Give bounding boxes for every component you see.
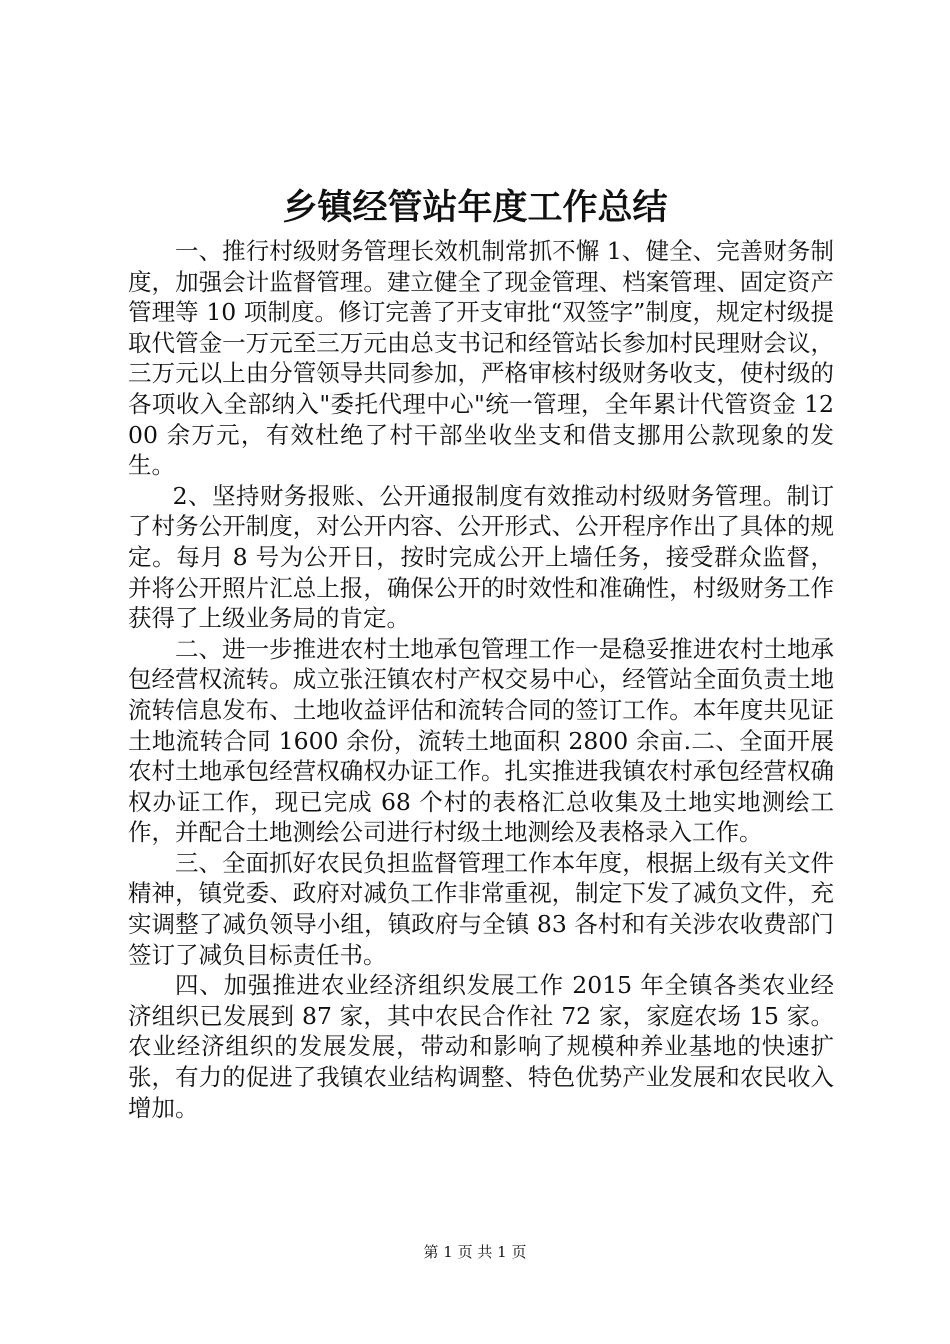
page-footer: 第 1 页 共 1 页 [423,1243,527,1261]
paragraph-2: 2、坚持财务报账、公开通报制度有效推动村级财务管理。制订了村务公开制度，对公开内容、公开形式、公开程序作出了具体的规定。每月 8 号为公开日，按时完成公开上墙任务，接受群众监督，并将公开照片汇总上报，确保公开的时效性和准确性，村级财务工作获得了上级业务局的肯定。 [128,481,834,633]
paragraph-3: 二、进一步推进农村土地承包管理工作一是稳妥推进农村土地承包经营权流转。成立张汪镇农村产权交易中心，经管站全面负责土地流转信息发布、土地收益评估和流转合同的签订工作。本年度共见证土地流转合同 1600 余份，流转土地面积 2800 余亩.二、全面开展农村土地承包经营权确权办证工作。扎实推进我镇农村承包经营权确权办证工作，现已完成 68 个村的表格汇总收集及土地实地测绘工作，并配合土地测绘公司进行村级土地测绘及表格录入工作。 [128,634,834,847]
paragraph-5: 四、加强推进农业经济组织发展工作 2015 年全镇各类农业经济组织已发展到 87 家，其中农民合作社 72 家，家庭农场 15 家。农业经济组织的发展发展，带动和影响了规模种养业基地的快速扩张，有力的促进了我镇农业结构调整、特色优势产业发展和农民收入增加。 [128,971,834,1122]
paragraph-1: 一、推行村级财务管理长效机制常抓不懈 1、健全、完善财务制度，加强会计监督管理。建立健全了现金管理、档案管理、固定资产管理等 10 项制度。修订完善了开支审批“双签字”制度，规定村级提取代管金一万元至三万元由总支书记和经管站长参加村民理财会议，三万元以上由分管领导共同参加，严格审核村级财务收支，使村级的各项收入全部纳入"委托代理中心"统一管理，全年累计代管资金 1200 余万元，有效杜绝了村干部坐收坐支和借支挪用公款现象的发生。 [128,237,834,480]
document-title: 乡镇经管站年度工作总结 [282,187,668,228]
document-body [128,236,834,1123]
paragraph-4: 三、全面抓好农民负担监督管理工作本年度，根据上级有关文件精神，镇党委、政府对减负工作非常重视，制定下发了减负文件，充实调整了减负领导小组，镇政府与全镇 83 各村和有关涉农收费部门签订了减负目标责任书。 [128,848,834,969]
